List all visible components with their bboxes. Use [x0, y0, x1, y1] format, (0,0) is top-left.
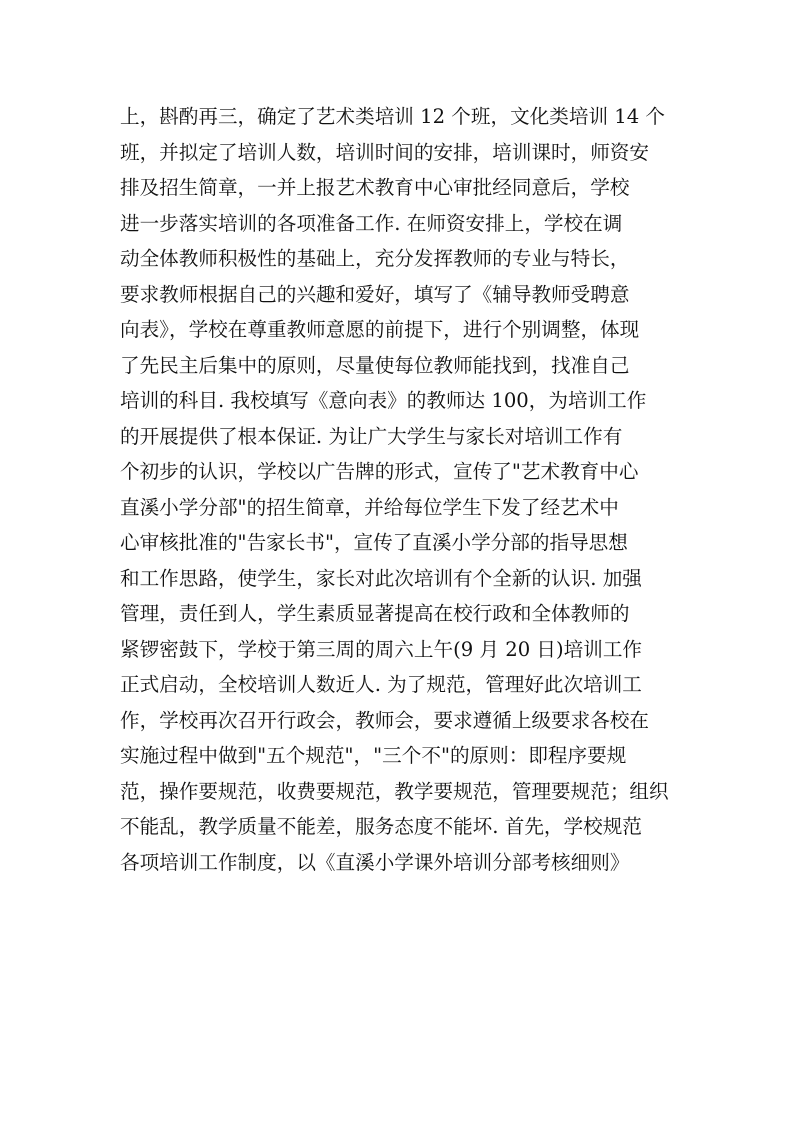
text-line: 各项培训工作制度，以《直溪小学课外培训分部考核细则》 — [120, 850, 630, 874]
text-line: 正式启动，全校培训人数近人. 为了规范，管理好此次培训工 — [120, 673, 642, 696]
text-line: 进一步落实培训的各项准备工作. 在师资安排上，学校在调 — [120, 211, 623, 235]
text-line: 不能乱，教学质量不能差，服务态度不能坏. 首先，学校规范 — [120, 815, 642, 838]
text-line: 了先民主后集中的原则，尽量使每位教师能找到，找准自己 — [120, 353, 630, 377]
text-line: 心审核批准的"告家长书"，宣传了直溪小学分部的指导思想 — [120, 531, 628, 554]
text-line: 紧锣密鼓下，学校于第三周的周六上午(9 月 20 日)培训工作 — [120, 637, 643, 661]
text-line: 的开展提供了根本保证. 为让广大学生与家长对培训工作有 — [120, 424, 623, 448]
text-line: 要求教师根据自己的兴趣和爱好，填写了《辅导教师受聘意 — [120, 282, 630, 306]
text-line: 和工作思路，使学生，家长对此次培训有个全新的认识. 加强 — [120, 566, 642, 590]
text-line: 范，操作要规范，收费要规范，教学要规范，管理要规范；组织 — [120, 779, 669, 803]
text-line: 作，学校再次召开行政会，教师会，要求遵循上级要求各校在 — [120, 708, 650, 732]
text-line: 动全体教师积极性的基础上，充分发挥教师的专业与特长， — [120, 247, 630, 270]
text-line: 管理，责任到人，学生素质显著提高在校行政和全体教师的 — [120, 602, 630, 625]
text-line: 班，并拟定了培训人数，培训时间的安排，培训课时，师资安 — [120, 140, 650, 164]
text-line: 直溪小学分部"的招生简章，并给每位学生下发了经艺术中 — [120, 495, 619, 519]
text-line: 个初步的认识，学校以广告牌的形式，宣传了"艺术教育中心 — [120, 460, 639, 483]
text-line: 实施过程中做到"五个规范"，"三个不"的原则：即程序要规 — [120, 744, 627, 767]
body-text — [120, 99, 676, 880]
text-line: 上，斟酌再三，确定了艺术类培训 12 个班，文化类培训 14 个 — [120, 105, 666, 128]
text-line: 培训的科目. 我校填写《意向表》的教师达 100，为培训工作 — [120, 389, 647, 412]
text-line: 排及招生简章，一并上报艺术教育中心审批经同意后，学校 — [120, 176, 630, 199]
text-line: 向表》，学校在尊重教师意愿的前提下，进行个别调整，体现 — [120, 318, 640, 341]
